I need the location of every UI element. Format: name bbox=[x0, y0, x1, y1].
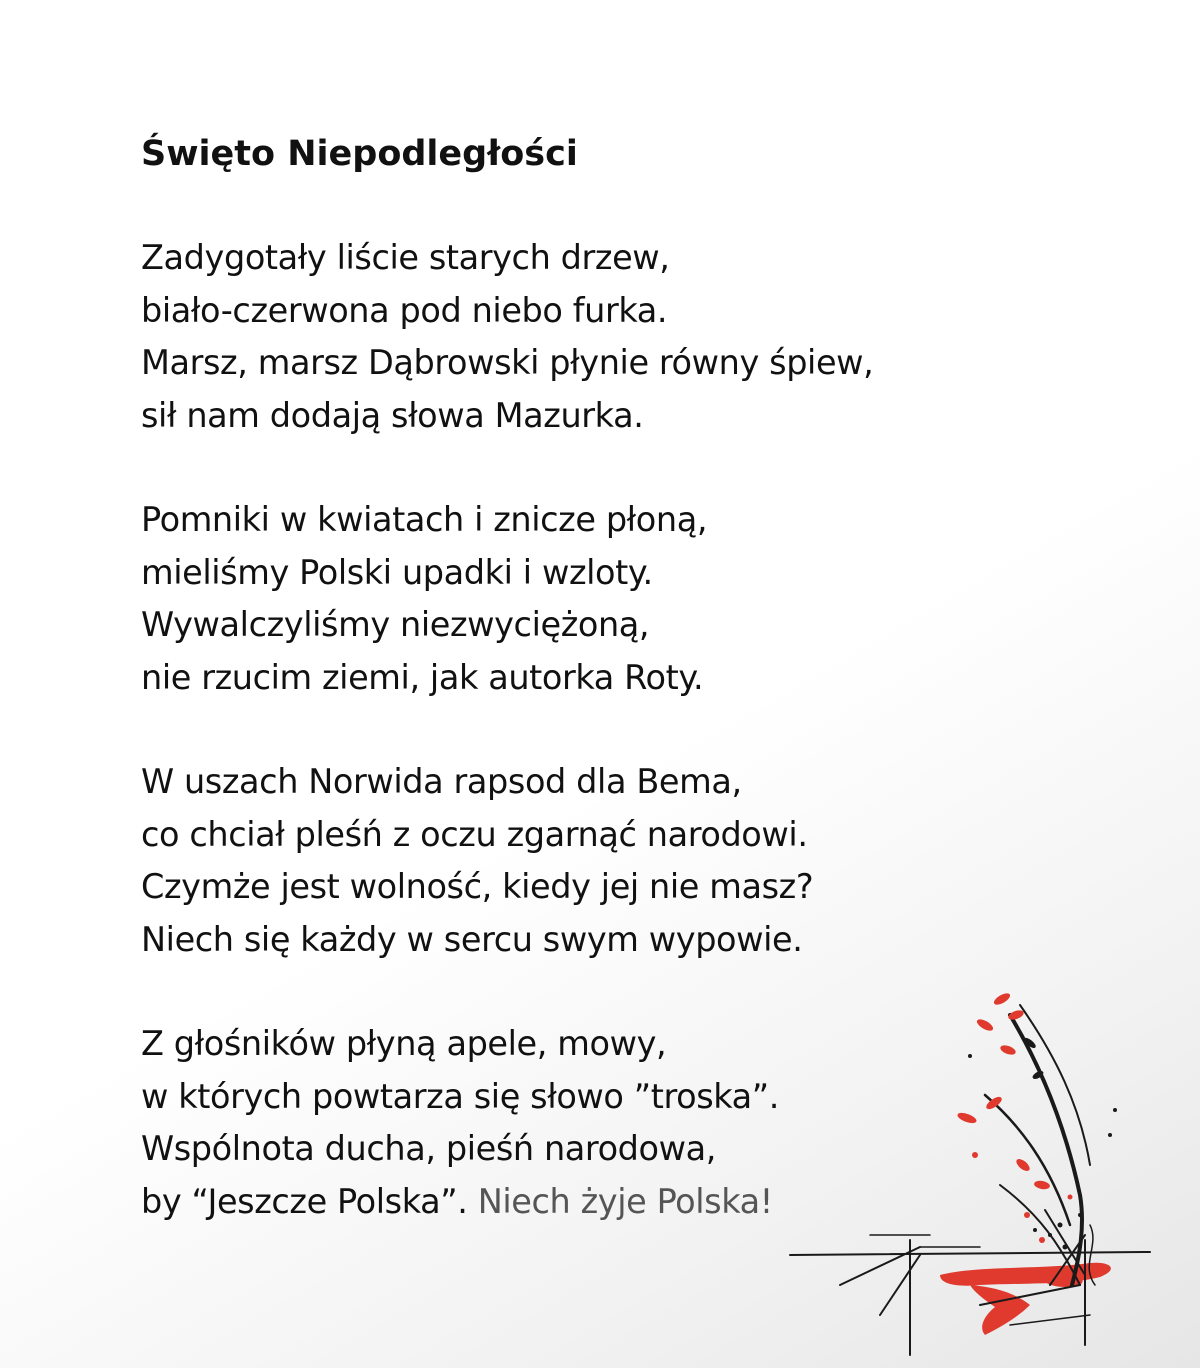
verse-line: Czymże jest wolność, kiedy jej nie masz? bbox=[141, 867, 814, 906]
verse-line: Wspólnota ducha, pieśń narodowa, bbox=[141, 1129, 717, 1168]
verse-line: w których powtarza się słowo ”troska”. bbox=[141, 1076, 779, 1116]
verse-line: Marsz, marsz Dąbrowski płynie równy śpiew, bbox=[141, 343, 874, 382]
verse-line-part: by “Jeszcze Polska”. bbox=[141, 1181, 468, 1221]
branch-illustration-icon bbox=[780, 985, 1160, 1360]
verse-line: Zadygotały liście starych drzew, bbox=[141, 238, 670, 277]
verse-line: co chciał pleśń z oczu zgarnąć narodowi. bbox=[141, 814, 808, 854]
stanza-2 bbox=[141, 494, 1041, 704]
verse-line: Wywalczyliśmy niezwyciężoną, bbox=[141, 605, 650, 644]
stanza-1 bbox=[141, 232, 1041, 442]
verse-line: sił nam dodają słowa Mazurka. bbox=[141, 395, 644, 435]
verse-line: mieliśmy Polski upadki i wzloty. bbox=[141, 552, 653, 592]
verse-line: Pomniki w kwiatach i znicze płoną, bbox=[141, 500, 708, 539]
closing-exclamation: Niech żyje Polska! bbox=[477, 1181, 773, 1221]
verse-line: Niech się każdy w sercu swym wypowie. bbox=[141, 919, 803, 959]
verse-line: Z głośników płyną apele, mowy, bbox=[141, 1024, 667, 1063]
verse-line: nie rzucim ziemi, jak autorka Roty. bbox=[141, 657, 704, 697]
poem-title: Święto Niepodległości bbox=[141, 134, 578, 174]
red-leaves bbox=[956, 991, 1072, 1243]
stanza-3 bbox=[141, 756, 1041, 966]
verse-line: W uszach Norwida rapsod dla Bema, bbox=[141, 762, 742, 801]
ink-leaves bbox=[968, 1036, 1117, 1249]
verse-line: biało-czerwona pod niebo furka. bbox=[141, 290, 668, 330]
